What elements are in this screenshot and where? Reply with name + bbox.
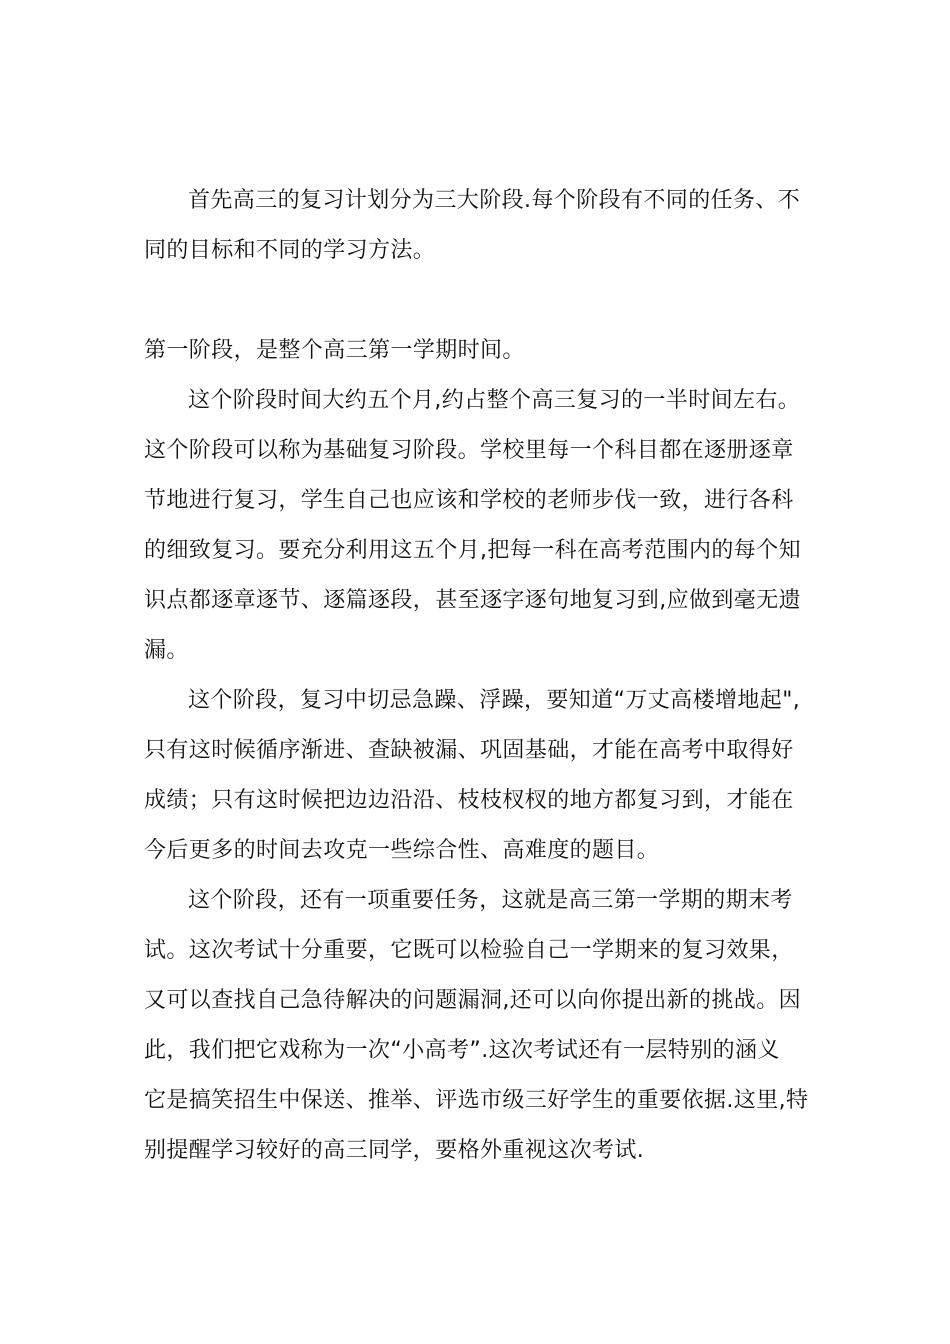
paragraph-line: 试。这次考试十分重要，它既可以检验自己一学期来的复习效果， [144, 938, 794, 963]
paragraph-line: 同的目标和不同的学习方法。 [144, 238, 436, 263]
paragraph-line: 成绩；只有这时候把边边沿沿、枝枝杈杈的地方都复习到，才能在 [144, 788, 794, 813]
paragraph-line: 这个阶段时间大约五个月,约占整个高三复习的一半时间左右。 [188, 388, 801, 413]
paragraph-line: 这个阶段可以称为基础复习阶段。学校里每一个科目都在逐册逐章 [144, 438, 794, 463]
paragraph-line: 节地进行复习，学生自己也应该和学校的老师步伐一致，进行各科 [144, 488, 794, 513]
paragraph-line: 漏。 [144, 638, 189, 663]
paragraph-line: 首先高三的复习计划分为三大阶段.每个阶段有不同的任务、不 [188, 188, 801, 213]
paragraph-line: 此，我们把它戏称为一次“小高考”.这次考试还有一层特别的涵义 [144, 1038, 780, 1063]
paragraph-line: 这个阶段，复习中切忌急躁、浮躁，要知道“万丈高楼增地起", [188, 688, 801, 713]
paragraph-line: 别提醒学习较好的高三同学，要格外重视这次考试. [144, 1138, 645, 1163]
paragraph-line: 的细致复习。要充分利用这五个月,把每一科在高考范围内的每个知 [144, 538, 801, 563]
paragraph-line: 今后更多的时间去攻克一些综合性、高难度的题目。 [144, 838, 660, 863]
paragraph-line: 识点都逐章逐节、逐篇逐段，甚至逐字逐句地复习到,应做到毫无遗 [144, 588, 801, 613]
paragraph-line: 它是搞笑招生中保送、推举、评选市级三好学生的重要依据.这里,特 [144, 1088, 809, 1113]
paragraph-line: 这个阶段，还有一项重要任务，这就是高三第一学期的期末考 [188, 888, 793, 913]
section-heading: 第一阶段，是整个高三第一学期时间。 [144, 338, 525, 363]
paragraph-line: 又可以查找自己急待解决的问题漏洞,还可以向你提出新的挑战。因 [144, 988, 801, 1013]
paragraph-line: 只有这时候循序渐进、查缺被漏、巩固基础，才能在高考中取得好 [144, 738, 794, 763]
